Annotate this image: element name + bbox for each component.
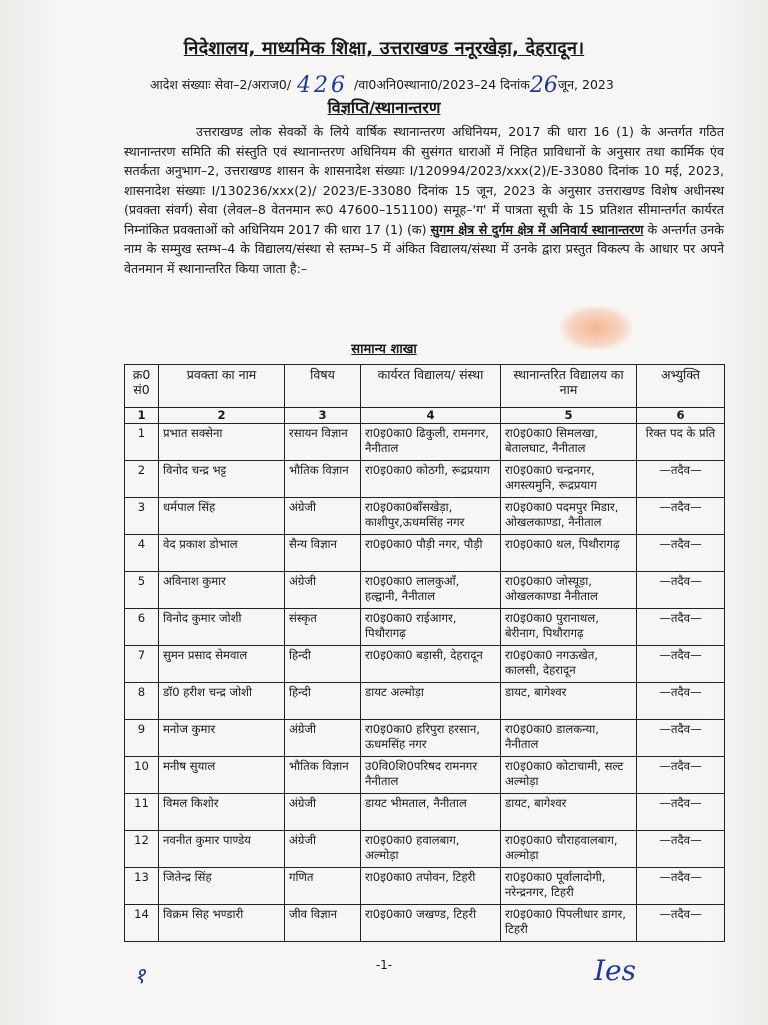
cell-current-school: रा0इ0का0 लालकुआँ, हल्द्वानी, नैनीताल	[361, 572, 501, 609]
column-number: 1	[125, 408, 159, 424]
column-number: 5	[501, 408, 637, 424]
header-transferred-school: स्थानान्तरित विद्यालय का नाम	[501, 365, 637, 408]
cell-transferred-school: रा0इ0का0 जोस्यूड़ा, ओखलकाण्डा नैनीताल	[501, 572, 637, 609]
cell-subject: भौतिक विज्ञान	[285, 461, 361, 498]
cell-name: नवनीत कुमार पाण्डेय	[159, 831, 285, 868]
cell-subject: अंग्रेजी	[285, 831, 361, 868]
cell-serial: 13	[125, 868, 159, 905]
cell-name: सुमन प्रसाद सेमवाल	[159, 646, 285, 683]
order-reference-line	[150, 70, 710, 98]
handwritten-order-day: 26	[529, 73, 558, 98]
section-heading: सामान्य शाखा	[351, 342, 417, 357]
cell-subject: भौतिक विज्ञान	[285, 757, 361, 794]
table-row	[125, 831, 725, 868]
cell-transferred-school: रा0इ0का0 पूर्वालादोगी, नरेन्द्रनगर, टिहरी	[501, 868, 637, 905]
table-row	[125, 572, 725, 609]
transfer-table	[124, 364, 725, 942]
cell-serial: 7	[125, 646, 159, 683]
table-header-row	[125, 365, 725, 408]
cell-subject: संस्कृत	[285, 609, 361, 646]
table-row	[125, 498, 725, 535]
cell-current-school: रा0इ0का0 ढिकुली, रामनगर, नैनीताल	[361, 424, 501, 461]
cell-name: मनीष सुयाल	[159, 757, 285, 794]
cell-name: वेद प्रकाश डोभाल	[159, 535, 285, 572]
cell-current-school: रा0इ0का0बाँसखेड़ा, काशीपुर,ऊधमसिंह नगर	[361, 498, 501, 535]
page-number: -1-	[375, 958, 393, 972]
cell-name: प्रभात सक्सेना	[159, 424, 285, 461]
cell-transferred-school: रा0इ0का0 चौराहवालबाग, अल्मोड़ा	[501, 831, 637, 868]
handwritten-initial-left: १	[134, 964, 146, 989]
cell-name: विक्रम सिह भण्डारी	[159, 905, 285, 942]
cell-remark: —तदैव—	[637, 720, 725, 757]
cell-subject: अंग्रेजी	[285, 794, 361, 831]
cell-subject: अंग्रेजी	[285, 572, 361, 609]
cell-serial: 4	[125, 535, 159, 572]
cell-serial: 9	[125, 720, 159, 757]
cell-name: मनोज कुमार	[159, 720, 285, 757]
notice-body	[124, 122, 724, 278]
cell-current-school: रा0इ0का0 हरिपुरा हरसान, ऊधमसिंह नगर	[361, 720, 501, 757]
cell-subject: हिन्दी	[285, 683, 361, 720]
header-subject: विषय	[285, 365, 361, 408]
cell-transferred-school: रा0इ0का0 चन्द्रनगर, अगस्त्यमुनि, रूद्रप्रयाग	[501, 461, 637, 498]
cell-remark: —तदैव—	[637, 572, 725, 609]
table-row	[125, 794, 725, 831]
cell-remark: —तदैव—	[637, 535, 725, 572]
column-number: 3	[285, 408, 361, 424]
column-number: 6	[637, 408, 725, 424]
cell-serial: 12	[125, 831, 159, 868]
cell-subject: जीव विज्ञान	[285, 905, 361, 942]
notice-subtitle: विज्ञप्ति/स्थानान्तरण	[327, 98, 441, 117]
table-row	[125, 424, 725, 461]
header-remarks: अभ्युक्ति	[637, 365, 725, 408]
handwritten-order-number: 426	[297, 73, 349, 98]
cell-remark: —तदैव—	[637, 646, 725, 683]
cell-current-school: रा0इ0का0 जखण्ड, टिहरी	[361, 905, 501, 942]
cell-serial: 2	[125, 461, 159, 498]
cell-name: विनोद कुमार जोशी	[159, 609, 285, 646]
cell-remark: —तदैव—	[637, 609, 725, 646]
table-column-number-row	[125, 408, 725, 424]
cell-serial: 14	[125, 905, 159, 942]
cell-current-school: डायट अल्मोड़ा	[361, 683, 501, 720]
cell-name: विनोद चन्द्र भट्ट	[159, 461, 285, 498]
body-paragraph-end: के अन्तर्गत उनके नाम के सम्मुख स्तम्भ–4 के विद्यालय/संस्था से स्तम्भ–5 में अंकित विद्यालय/संस्था में उनके द्वारा प्रस्तुत विकल्प के आधार पर अपने वेतनमान में स्थानान्तरित किया जाता है:–	[124, 221, 724, 276]
cell-name: विमल किशोर	[159, 794, 285, 831]
table-row	[125, 757, 725, 794]
cell-serial: 11	[125, 794, 159, 831]
cell-transferred-school: रा0इ0का0 पिपलीधार डागर, टिहरी	[501, 905, 637, 942]
cell-remark: —तदैव—	[637, 831, 725, 868]
cell-transferred-school: रा0इ0का0 थल, पिथौरागढ़	[501, 535, 637, 572]
cell-current-school: रा0इ0का0 बड़ासी, देहरादून	[361, 646, 501, 683]
cell-current-school: रा0इ0का0 राईआगर, पिथौरागढ़	[361, 609, 501, 646]
table-row	[125, 720, 725, 757]
body-underlined-phrase: सुगम क्षेत्र से दुर्गम क्षेत्र में अनिवार्य स्थानान्तरण	[430, 221, 644, 237]
cell-serial: 8	[125, 683, 159, 720]
body-paragraph-start: उत्तराखण्ड लोक सेवकों के लिये वार्षिक स्थानान्तरण अधिनियम, 2017 की धारा 16 (1) के अन्तर्गत गठित स्थानान्तरण समिति की संस्तुति एवं स्थानान्तरण अधिनियम की सुसंगत धाराओं में निहित प्राविधानों के अनुसार तथा कार्मिक एंव सतर्कता अनुभाग–2, उत्तराखण्ड शासन के शासनादेश संख्याः I/120994/2023/xxx(2)/E-33080 दिनांक 10 मई, 2023, शासनादेश संख्याः I/130236/xxx(2)/ 2023/E-33080 दिनांक 15 जून, 2023 के अनुसार उत्तराखण्ड विशेष अधीनस्थ (प्रवक्ता संवर्ग) सेवा (लेवल–8 वेतनमान रू0 47600–151100) समूह–'ग' में पात्रता सूची के 15 प्रतिशत सीमान्तर्गत कार्यरत निम्नांकित प्रवक्ताओं को अधिनियम 2017 की धारा 17 (1) (क)	[124, 124, 724, 237]
cell-remark: —तदैव—	[637, 461, 725, 498]
header-serial: क्र0 सं0	[125, 365, 159, 408]
handwritten-signature: Ies	[594, 954, 636, 987]
table-row	[125, 683, 725, 720]
table-row	[125, 905, 725, 942]
cell-subject: सैन्य विज्ञान	[285, 535, 361, 572]
cell-transferred-school: रा0इ0का0 पुरानाथल, बेरीनाग, पिथौरागढ़	[501, 609, 637, 646]
cell-transferred-school: रा0इ0का0 पदमपुर मिडार, ओखलकाण्डा, नैनीताल	[501, 498, 637, 535]
cell-current-school: रा0इ0का0 पौड़ी नगर, पौड़ी	[361, 535, 501, 572]
cell-current-school: रा0इ0का0 तपोवन, टिहरी	[361, 868, 501, 905]
cell-subject: हिन्दी	[285, 646, 361, 683]
cell-current-school: उ0वि0शि0परिषद रामनगर नैनीताल	[361, 757, 501, 794]
order-suffix: जून, 2023	[557, 77, 614, 92]
table-row	[125, 609, 725, 646]
cell-serial: 10	[125, 757, 159, 794]
cell-subject: अंग्रेजी	[285, 720, 361, 757]
order-prefix: आदेश संख्याः सेवा–2/अराज0/	[150, 77, 292, 92]
cell-transferred-school: रा0इ0का0 कोटाचामी, सल्ट अल्मोड़ा	[501, 757, 637, 794]
cell-current-school: रा0इ0का0 कोठगी, रूद्रप्रयाग	[361, 461, 501, 498]
table-row	[125, 868, 725, 905]
header-name: प्रवक्ता का नाम	[159, 365, 285, 408]
table-row	[125, 646, 725, 683]
cell-remark: —तदैव—	[637, 794, 725, 831]
cell-serial: 5	[125, 572, 159, 609]
cell-current-school: रा0इ0का0 हवालबाग, अल्मोड़ा	[361, 831, 501, 868]
page-title: निदेशालय, माध्यमिक शिक्षा, उत्तराखण्ड ननूरखेड़ा, देहरादून।	[183, 38, 585, 59]
cell-transferred-school: रा0इ0का0 नगऊखेत, कालसी, देहरादून	[501, 646, 637, 683]
cell-name: डॉ0 हरीश चन्द्र जोशी	[159, 683, 285, 720]
cell-serial: 3	[125, 498, 159, 535]
table-row	[125, 535, 725, 572]
cell-name: धर्मपाल सिंह	[159, 498, 285, 535]
column-number: 2	[159, 408, 285, 424]
cell-name: जितेन्द्र सिंह	[159, 868, 285, 905]
cell-transferred-school: डायट, बागेश्वर	[501, 794, 637, 831]
cell-subject: गणित	[285, 868, 361, 905]
cell-serial: 1	[125, 424, 159, 461]
table-row	[125, 461, 725, 498]
cell-current-school: डायट भीमताल, नैनीताल	[361, 794, 501, 831]
cell-remark: —तदैव—	[637, 683, 725, 720]
column-number: 4	[361, 408, 501, 424]
cell-transferred-school: रा0इ0का0 सिमलखा, बेतालघाट, नैनीताल	[501, 424, 637, 461]
cell-subject: अंग्रेजी	[285, 498, 361, 535]
cell-transferred-school: डायट, बागेश्वर	[501, 683, 637, 720]
cell-name: अविनाश कुमार	[159, 572, 285, 609]
cell-remark: —तदैव—	[637, 757, 725, 794]
order-middle: /वा0अनि0स्थाना0/2023–24 दिनांक	[354, 77, 530, 92]
cell-remark: —तदैव—	[637, 905, 725, 942]
header-current-school: कार्यरत विद्यालय/ संस्था	[361, 365, 501, 408]
cell-remark: —तदैव—	[637, 868, 725, 905]
cell-transferred-school: रा0इ0का0 डालकन्या, नैनीताल	[501, 720, 637, 757]
cell-remark: रिक्त पद के प्रति	[637, 424, 725, 461]
cell-subject: रसायन विज्ञान	[285, 424, 361, 461]
cell-remark: —तदैव—	[637, 498, 725, 535]
cell-serial: 6	[125, 609, 159, 646]
